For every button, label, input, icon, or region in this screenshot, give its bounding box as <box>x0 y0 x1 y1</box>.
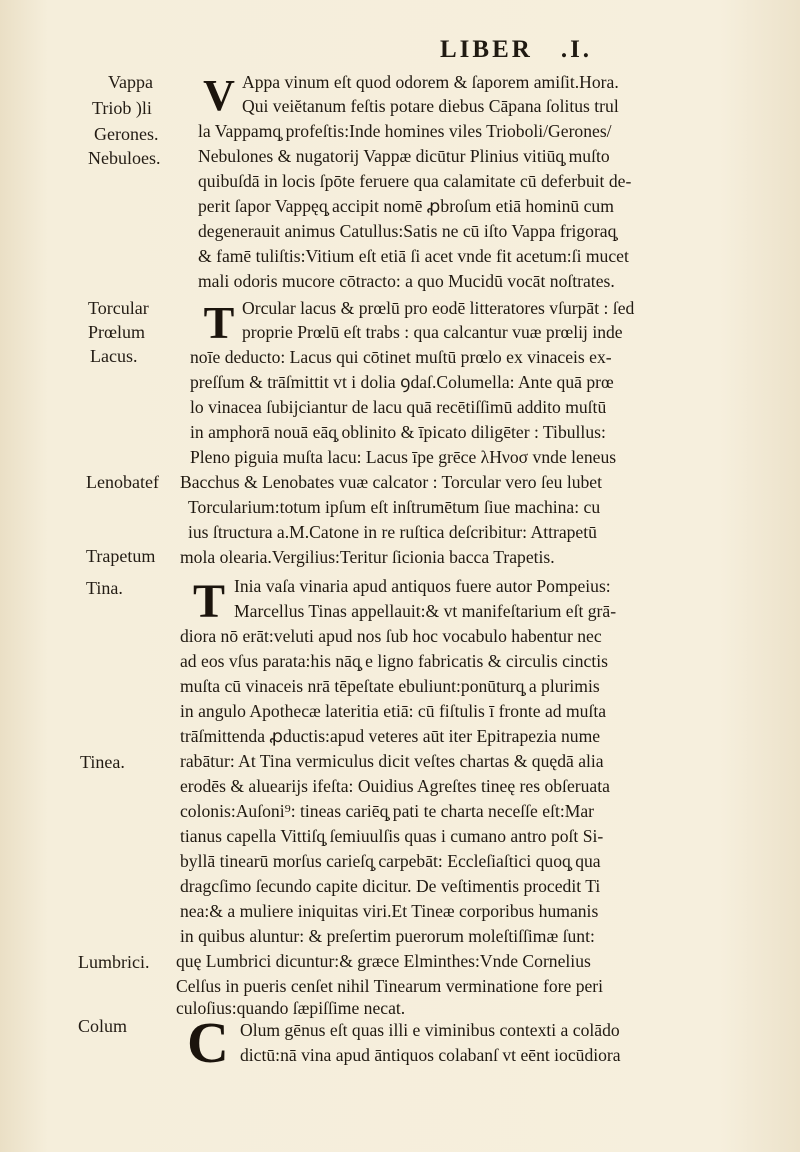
text-line: Bacchus & Lenobates vuæ calcator : Torcular vero ſeu lubet <box>180 472 603 492</box>
text-line: perit ſapor Vappęq̧ accipit nomē ꝓbroſum etiā hominū cum <box>198 196 614 216</box>
text-line: diora nō erāt:veluti apud nos ſub hoc vocabulo habentur nec <box>180 626 602 646</box>
drop-initial: C <box>187 1010 229 1075</box>
text-line: dictū:nā vina apud āntiquos colabanſ vt eēnt iocūdiora <box>240 1045 621 1065</box>
text-line: in angulo Apothecæ lateritia etiā: cū fiſtulis ī fronte ad muſta <box>180 701 607 721</box>
text-line: rabātur: At Tina vermiculus dicit veſtes chartas & quędā alia <box>180 751 604 771</box>
text-line: tianus capella Vittiſq̧ ſemiuulſis quas i cumano antro poſt Si- <box>180 826 604 846</box>
text-line: Qui veiĕtanum feſtis potare diebus Cāpana ſolitus trul <box>242 96 619 116</box>
margin-note: Lenobatef <box>86 472 159 492</box>
drop-initial: V <box>203 71 235 120</box>
margin-note: Prœlum <box>88 322 146 342</box>
drop-initial: T <box>203 297 235 348</box>
text-line: trāſmittenda ꝓductis:apud veteres aūt iter Epitrapezia nume <box>180 726 601 746</box>
header-word: LIBER <box>440 36 533 63</box>
text-line: la Vappamq̧ profeſtis:Inde homines viles Trioboli/Gerones/ <box>198 121 612 141</box>
drop-initial: T <box>192 575 225 628</box>
text-line: Torcularium:totum ipſum eſt inſtrumētum ſiue machina: cu <box>188 497 601 517</box>
margin-note: Tina. <box>86 578 123 598</box>
text-line: colonis:Auſoni⁹: tineas cariēq̧ pati te charta neceſſe eſt:Mar <box>180 801 595 821</box>
text-line: ad eos vſus parata:his nāq̧ e ligno fabricatis & circulis cinctis <box>180 651 608 671</box>
text-line: dragcſimo ſecundo capite dicitur. De veſtimentis procedit Ti <box>180 876 601 896</box>
text-line: mali odoris mucore cōtracto: a quo Mucidū vocāt noſtrates. <box>198 271 615 291</box>
text-line: Pleno piguia muſta lacu: Lacus īpe grēce λHνoσ vnde leneus <box>190 447 617 467</box>
margin-note: Nebuloes. <box>88 148 161 168</box>
text-line: noīe deducto: Lacus qui cōtinet muſtū prœlo ex vinaceis ex- <box>190 347 612 367</box>
text-line: byllā tinearū morſus carieſq̧ carpebāt: Eccleſiaſtici quoq̧ qua <box>180 851 601 871</box>
text-line: proprie Prœlū eſt trabs : qua calcantur vuæ prœlij inde <box>242 322 623 342</box>
margin-note: Lacus. <box>90 346 138 366</box>
text-line: Celſus in pueris cenſet nihil Tinearum verminatione fore peri <box>176 976 604 996</box>
text-line: quibuſdā in locis ſpōte feruere qua calamitate cū deferbuit de- <box>198 171 632 191</box>
text-line: Appa vinum eſt quod odorem & ſaporem amiſit.Hora. <box>242 72 619 92</box>
margin-note: Vappa <box>108 72 153 92</box>
text-line: lo vinacea ſubijciantur de lacu quā recētiſſimū addito muſtū <box>190 397 607 417</box>
text-line: erodēs & aluearijs ifeſta: Ouidius Agreſtes tineę res obſeruata <box>180 776 610 796</box>
margin-note: Trapetum <box>86 546 156 566</box>
text-line: culoſius:quando ſæpiſſime necat. <box>176 998 406 1018</box>
margin-note: Colum <box>78 1016 128 1036</box>
text-line: Marcellus Tinas appellauit:& vt manifeſtarium eſt grā- <box>234 601 617 621</box>
text-line: in quibus aluntur: & preſertim puerorum moleſtiſſimæ ſunt: <box>180 926 595 946</box>
margin-note: Triob )li <box>92 98 152 118</box>
running-header <box>440 36 592 64</box>
text-line: Nebulones & nugatorij Vappæ dicūtur Plinius vitiūq̧ muſto <box>198 146 610 166</box>
text-line: Olum gēnus eſt quas illi e viminibus contexti a colādo <box>240 1020 620 1040</box>
text-line: Orcular lacus & prœlū pro eodē litteratores vſurpāt : ſed <box>242 298 635 318</box>
text-line: in amphorā nouā eāq̧ oblinito & īpicato diligēter : Tibullus: <box>190 422 606 442</box>
margin-note: Gerones. <box>94 124 159 144</box>
text-line: preſſum & trāſmittit vt i dolia ꝯdaſ.Columella: Ante quā prœ <box>190 372 614 392</box>
text-line: Inia vaſa vinaria apud antiquos fuere autor Pompeius: <box>234 576 611 596</box>
margin-note: Lumbrici. <box>78 952 150 972</box>
text-line: muſta cū vinaceis nrā tēpeſtate ebuliunt:ponūturq̧ a plurimis <box>180 676 600 696</box>
text-line: mola olearia.Vergilius:Teritur ſicionia bacca Trapetis. <box>180 547 555 567</box>
text-line: quę Lumbrici dicuntur:& græce Elminthes:Vnde Cornelius <box>176 951 591 971</box>
text-line: ius ſtructura a.M.Catone in re ruſtica deſcribitur: Attrapetū <box>188 522 597 542</box>
margin-note: Torcular <box>88 298 149 318</box>
text-line: & famē tuliſtis:Vitium eſt etiā ſi acet vnde fit acetum:ſi mucet <box>198 246 629 266</box>
header-number: .I. <box>560 36 593 63</box>
text-line: degenerauit animus Catullus:Satis ne cū iſto Vappa frigoraq̧ <box>198 221 617 241</box>
text-line: nea:& a muliere iniquitas viri.Et Tineæ corporibus humanis <box>180 901 599 921</box>
margin-note: Tinea. <box>80 752 125 772</box>
